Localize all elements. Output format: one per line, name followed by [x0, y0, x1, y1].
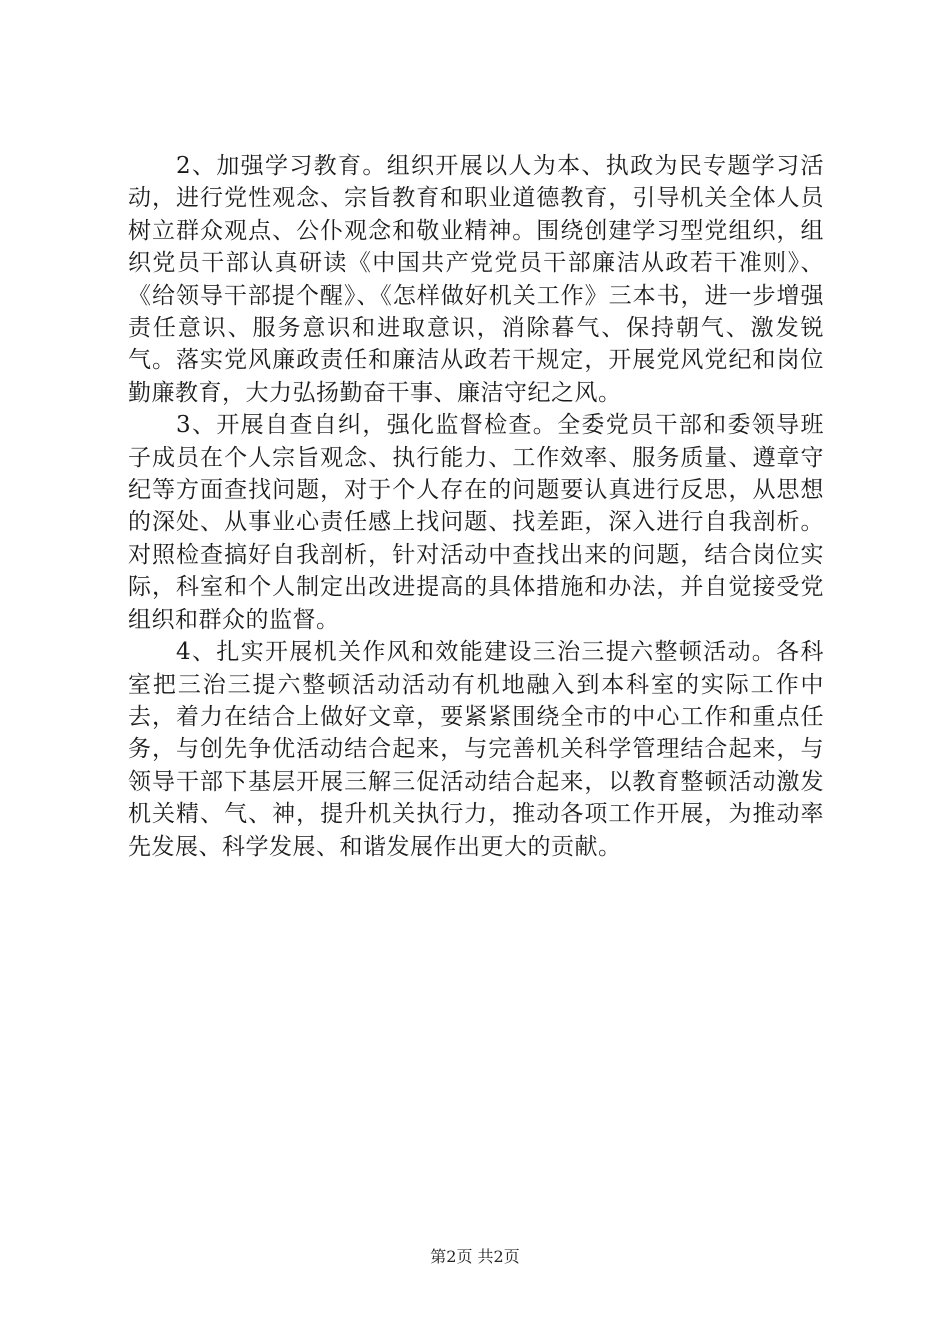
document-body — [128, 150, 824, 863]
page-number-footer: 第2页 共2页 — [430, 1247, 520, 1266]
paragraph-4: 4、扎实开展机关作风和效能建设三治三提六整顿活动。各科室把三治三提六整顿活动活动有机地融入到本科室的实际工作中去，着力在结合上做好文章，要紧紧围绕全市的中心工作和重点任务，与创先争优活动结合起来，与完善机关科学管理结合起来，与领导干部下基层开展三解三促活动结合起来，以教育整顿活动激发机关精、气、神，提升机关执行力，推动各项工作开展，为推动率先发展、科学发展、和谐发展作出更大的贡献。 — [128, 639, 824, 860]
paragraph-2: 2、加强学习教育。组织开展以人为本、执政为民专题学习活动，进行党性观念、宗旨教育和职业道德教育，引导机关全体人员树立群众观点、公仆观念和敬业精神。围绕创建学习型党组织，组织党员干部认真研读《中国共产党党员干部廉洁从政若干准则》、《给领导干部提个醒》、《怎样做好机关工作》三本书，进一步增强责任意识、服务意识和进取意识，消除暮气、保持朝气、激发锐气。落实党风廉政责任和廉洁从政若干规定，开展党风党纪和岗位勤廉教育，大力弘扬勤奋干事、廉洁守纪之风。 — [128, 153, 824, 406]
paragraph-3: 3、开展自查自纠，强化监督检查。全委党员干部和委领导班子成员在个人宗旨观念、执行能力、工作效率、服务质量、遵章守纪等方面查找问题，对于个人存在的问题要认真进行反思，从思想的深处、从事业心责任感上找问题、找差距，深入进行自我剖析。对照检查搞好自我剖析，针对活动中查找出来的问题，结合岗位实际，科室和个人制定出改进提高的具体措施和办法，并自觉接受党组织和群众的监督。 — [128, 412, 824, 633]
